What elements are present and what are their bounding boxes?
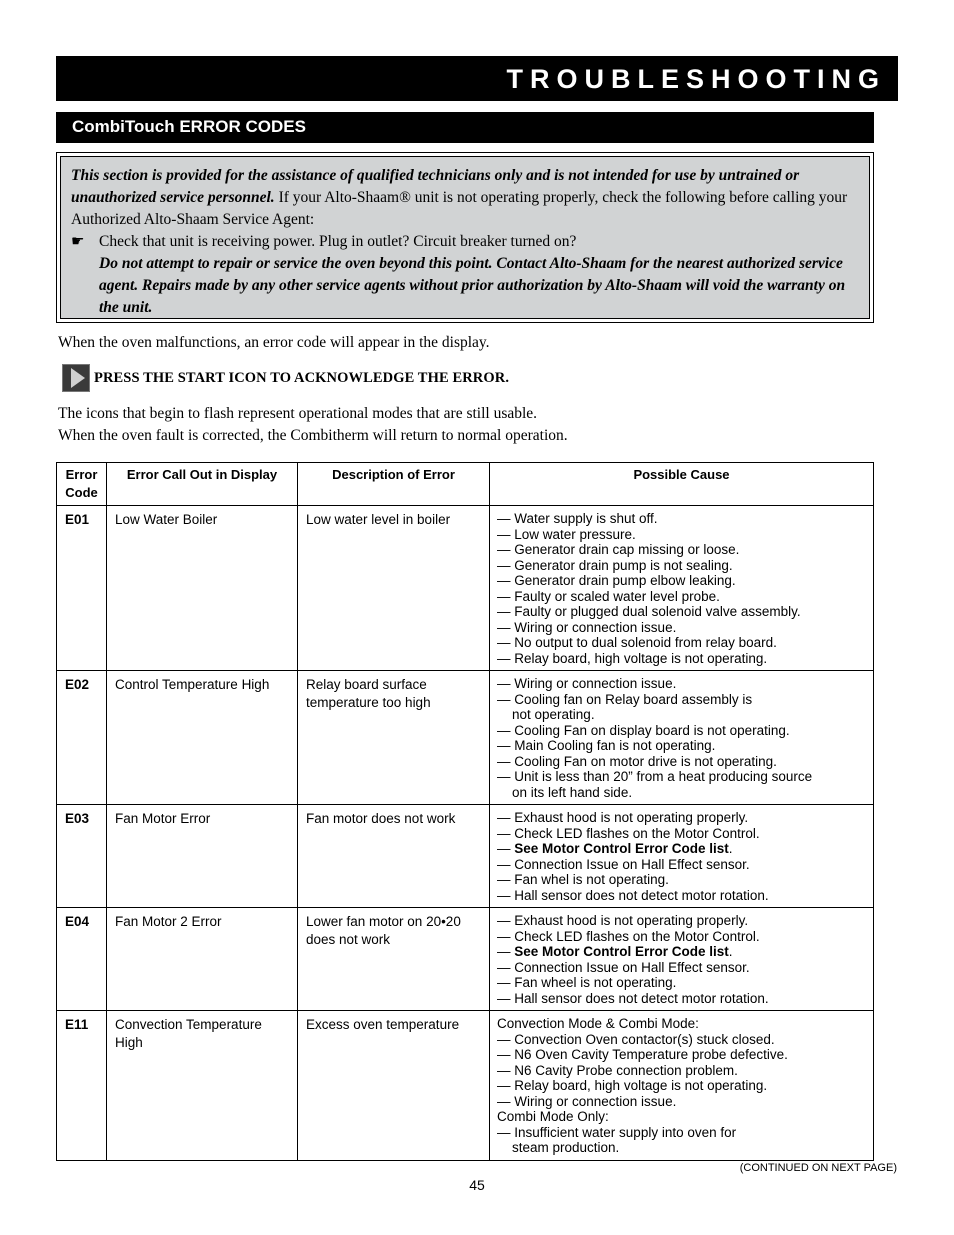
table-header-row (57, 463, 874, 506)
error-callout: Fan Motor 2 Error (107, 908, 298, 1011)
cause-line: — Relay board, high voltage is not operating. (497, 1078, 768, 1093)
error-callout: Control Temperature High (107, 671, 298, 805)
cause-line: — Connection Issue on Hall Effect sensor. (497, 959, 750, 975)
cause-line: — Wiring or connection issue. (497, 619, 677, 635)
error-description: Fan motor does not work (298, 805, 490, 908)
notice-intro-bold: This section is provided for the assistance of qualified technicians only and is not intended for use by untrained or unauthorized service personnel. (71, 167, 800, 206)
cause-line: — Faulty or plugged dual solenoid valve assembly. (497, 604, 801, 619)
press-instruction (62, 364, 509, 392)
page-number: 45 (469, 1177, 485, 1193)
cause-line: — Fan whel is not operating. (497, 872, 669, 887)
cause-line: — Generator drain pump elbow leaking. (497, 573, 736, 588)
possible-cause (490, 1011, 874, 1161)
table-row (57, 805, 874, 908)
pointing-hand-icon: ☛ (71, 234, 85, 250)
cause-line: — Low water pressure. (497, 526, 636, 542)
error-description: Excess oven temperature (298, 1011, 490, 1161)
notice-intro-rest: If your Alto-Shaam® unit is not operating properly, check the following before calling your Authorized Alto-Shaam Service Agent: (71, 189, 848, 228)
table-row (57, 506, 874, 671)
cause-line: — Cooling fan on Relay board assembly is (497, 691, 753, 707)
cause-line: — Check LED flashes on the Motor Control. (497, 825, 760, 841)
notice-box (56, 152, 874, 323)
error-description: Low water level in boiler (298, 506, 490, 671)
error-code: E03 (57, 805, 107, 908)
start-icon (62, 364, 90, 392)
table-row (57, 671, 874, 805)
error-code: E04 (57, 908, 107, 1011)
table-row (57, 1011, 874, 1161)
page-title: TROUBLESHOOTING (506, 64, 886, 94)
cause-line: — Cooling Fan on motor drive is not operating. (497, 753, 777, 769)
header-banner (56, 56, 898, 101)
notice-intro (71, 165, 859, 231)
header-error-code (57, 463, 107, 506)
cause-line: — Insufficient water supply into oven for (497, 1124, 737, 1140)
cause-line: — Check LED flashes on the Motor Control. (497, 928, 760, 944)
header-code-line-2: Code (65, 485, 98, 500)
cause-emphasis: See Motor Control Error Code list (514, 944, 729, 959)
cause-line: — Exhaust hood is not operating properly. (497, 913, 749, 928)
possible-cause (490, 506, 874, 671)
cause-line: — Convection Oven contactor(s) stuck closed. (497, 1031, 775, 1047)
intro-text: When the oven malfunctions, an error code will appear in the display. (58, 334, 490, 351)
error-callout: Convection Temperature High (107, 1011, 298, 1161)
table-row (57, 908, 874, 1011)
cause-line: — See Motor Control Error Code list. (497, 841, 733, 856)
cause-line: on its left hand side. (497, 784, 633, 800)
error-code: E11 (57, 1011, 107, 1161)
cause-line: — Main Cooling fan is not operating. (497, 738, 716, 753)
possible-cause (490, 805, 874, 908)
cause-line: — Exhaust hood is not operating properly. (497, 810, 749, 825)
paragraph-line-1: The icons that begin to flash represent operational modes that are still usable. (58, 405, 538, 422)
press-text: PRESS THE START ICON TO ACKNOWLEDGE THE ERROR. (94, 369, 510, 386)
cause-line: — Water supply is shut off. (497, 511, 658, 526)
cause-line: — Relay board, high voltage is not operating. (497, 650, 768, 666)
cause-line: — Hall sensor does not detect motor rotation. (497, 887, 769, 903)
header-callout: Error Call Out in Display (107, 463, 298, 506)
error-code: E01 (57, 506, 107, 671)
cause-line: Combi Mode Only: (497, 1109, 609, 1124)
error-callout: Low Water Boiler (107, 506, 298, 671)
section-header (56, 112, 874, 143)
notice-bullet (71, 231, 859, 319)
section-title: CombiTouch ERROR CODES (72, 117, 306, 136)
notice-warning: Do not attempt to repair or service the oven beyond this point. Contact Alto-Shaam for the nearest authorized service agent. Repairs made by any other service agents without prior authorization by Alto-Shaam will void the warranty on the unit. (99, 255, 846, 316)
header-cause: Possible Cause (490, 463, 874, 506)
header-code-line-1: Error (65, 467, 98, 482)
error-callout: Fan Motor Error (107, 805, 298, 908)
cause-line: — Generator drain pump is not sealing. (497, 557, 733, 573)
cause-line: — No output to dual solenoid from relay board. (497, 635, 777, 650)
cause-line: — Cooling Fan on display board is not operating. (497, 722, 790, 738)
error-code: E02 (57, 671, 107, 805)
cause-line: — Generator drain cap missing or loose. (497, 542, 740, 557)
continued-note: (CONTINUED ON NEXT PAGE) (739, 1162, 897, 1174)
cause-line: — Faulty or scaled water level probe. (497, 588, 720, 604)
cause-line: — Fan wheel is not operating. (497, 975, 677, 990)
error-description: Relay board surface temperature too high (298, 671, 490, 805)
cause-line: steam production. (497, 1140, 620, 1155)
header-description: Description of Error (298, 463, 490, 506)
possible-cause (490, 908, 874, 1011)
error-description: Lower fan motor on 20•20 does not work (298, 908, 490, 1011)
cause-line: — See Motor Control Error Code list. (497, 944, 733, 959)
cause-line: not operating. (497, 707, 595, 722)
cause-line: — Wiring or connection issue. (497, 1093, 677, 1109)
error-code-table (56, 462, 874, 1161)
cause-emphasis: See Motor Control Error Code list (514, 841, 729, 856)
cause-line: — Hall sensor does not detect motor rotation. (497, 990, 769, 1006)
notice-bullet-content (99, 231, 859, 319)
operation-paragraph (58, 403, 568, 447)
cause-line: — Connection Issue on Hall Effect sensor. (497, 856, 750, 872)
table-body (57, 506, 874, 1161)
cause-line: Convection Mode & Combi Mode: (497, 1016, 699, 1031)
cause-line: — N6 Cavity Probe connection problem. (497, 1062, 738, 1078)
cause-line: — Wiring or connection issue. (497, 676, 677, 691)
notice-content (60, 156, 870, 319)
cause-line: — N6 Oven Cavity Temperature probe defective. (497, 1047, 788, 1062)
possible-cause (490, 671, 874, 805)
paragraph-line-2: When the oven fault is corrected, the Combitherm will return to normal operation. (58, 427, 568, 444)
cause-line: — Unit is less than 20” from a heat producing source (497, 769, 813, 784)
notice-bullet-text: Check that unit is receiving power. Plug in outlet? Circuit breaker turned on? (99, 233, 577, 250)
